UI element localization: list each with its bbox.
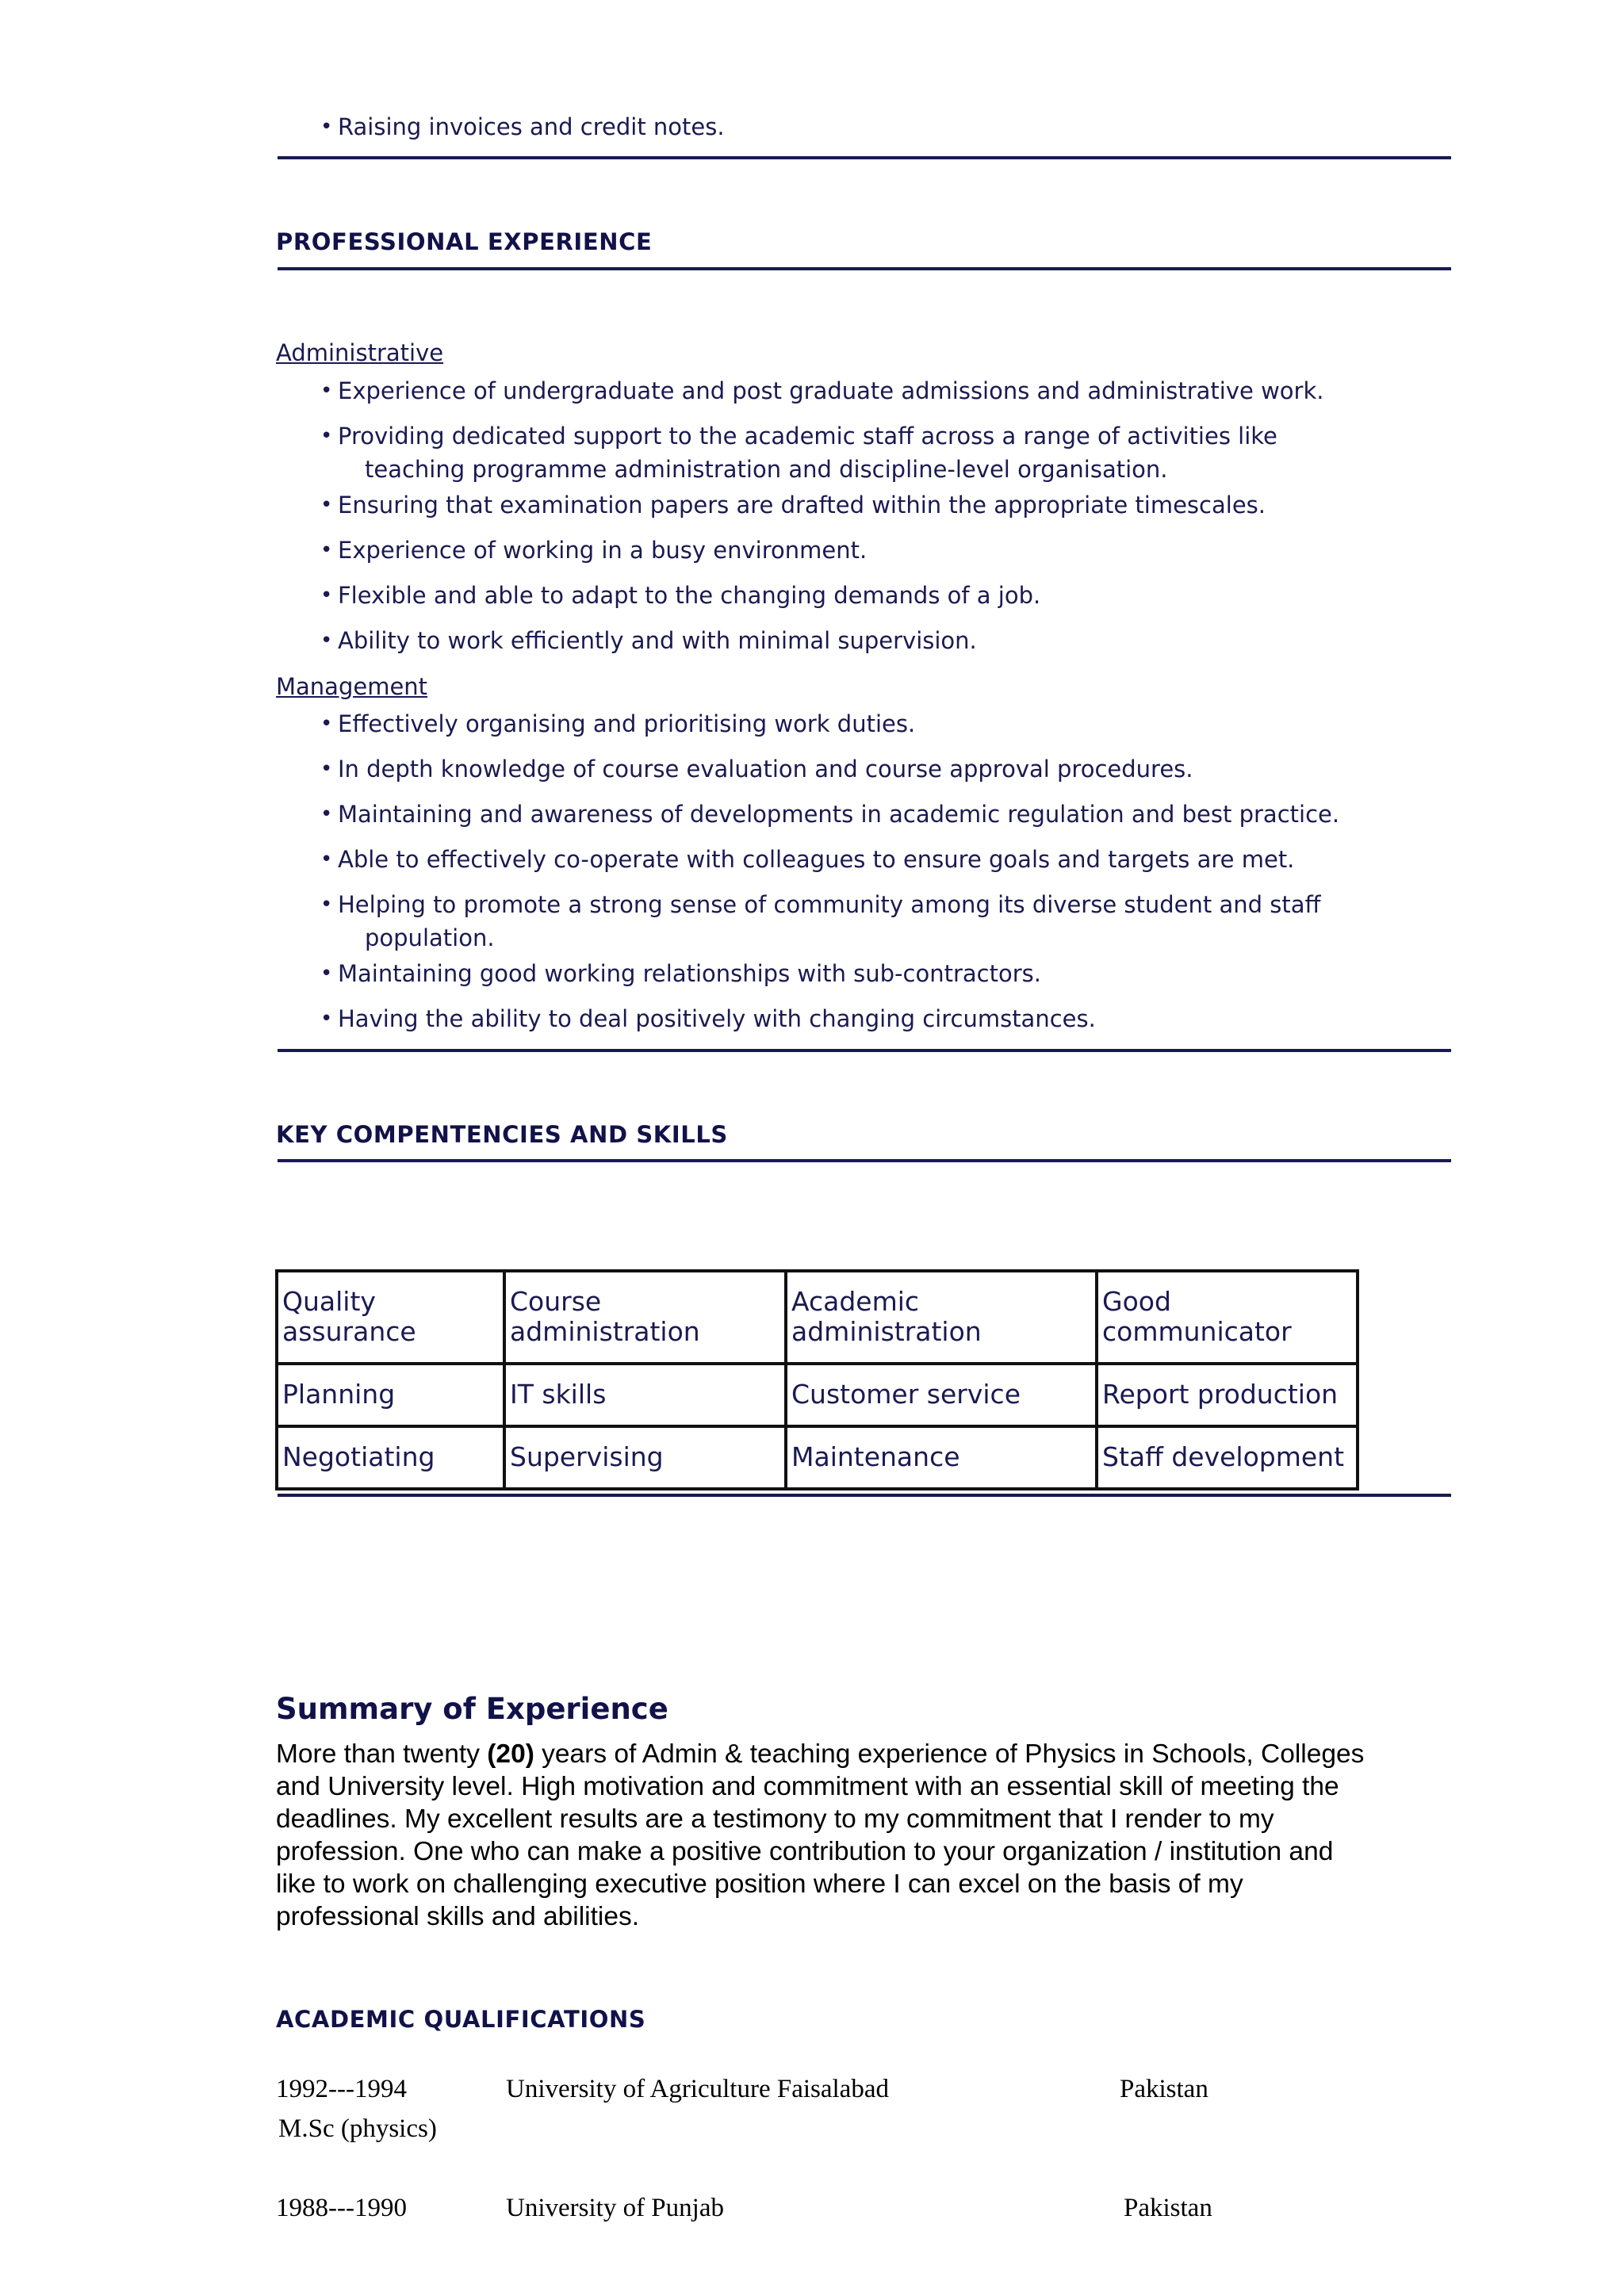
skill-cell: Academic administration xyxy=(786,1271,1097,1364)
qualification-years: 1988---1990 xyxy=(276,2194,407,2222)
skill-cell: Quality assurance xyxy=(277,1271,504,1364)
section-divider xyxy=(278,156,1451,159)
bullet-icon: • xyxy=(320,115,333,139)
bullet-icon: • xyxy=(320,493,333,517)
bullet-icon: • xyxy=(320,1007,333,1031)
list-item: • Providing dedicated support to the academic staff across a range of activities like teaching programme administration and discipline-level organisation. xyxy=(320,419,1431,486)
subheading-management: Management xyxy=(276,673,428,700)
skill-cell: Report production xyxy=(1097,1364,1358,1426)
list-item: • In depth knowledge of course evaluation and course approval procedures. xyxy=(320,752,1431,786)
section-heading-academic: ACADEMIC QUALIFICATIONS xyxy=(276,2006,646,2033)
bullet-icon: • xyxy=(320,629,333,652)
table-row xyxy=(277,1426,1358,1489)
list-item: • Effectively organising and prioritising work duties. xyxy=(320,707,1431,740)
list-item: • Maintaining good working relationships with sub-contractors. xyxy=(320,957,1431,990)
section-divider xyxy=(278,1494,1451,1497)
section-heading-skills: KEY COMPENTENCIES AND SKILLS xyxy=(276,1121,728,1148)
table-row xyxy=(277,1271,1358,1364)
skill-cell: Maintenance xyxy=(786,1426,1097,1489)
list-item: • Having the ability to deal positively with changing circumstances. xyxy=(320,1002,1431,1035)
bullet-icon: • xyxy=(320,757,333,781)
qualification-years: 1992---1994 xyxy=(276,2075,407,2103)
qualification-country: Pakistan xyxy=(1124,2194,1212,2222)
qualification-country: Pakistan xyxy=(1120,2075,1208,2103)
list-item: • Ensuring that examination papers are drafted within the appropriate timescales. xyxy=(320,488,1431,522)
qualification-institution: University of Agriculture Faisalabad xyxy=(506,2075,889,2103)
summary-title: Summary of Experience xyxy=(276,1692,668,1726)
skills-table xyxy=(275,1269,1359,1490)
skill-cell: Good communicator xyxy=(1097,1271,1358,1364)
bullet-icon: • xyxy=(320,712,333,736)
subheading-administrative: Administrative xyxy=(276,339,444,366)
qualification-institution: University of Punjab xyxy=(506,2194,724,2222)
bullet-icon: • xyxy=(320,848,333,871)
list-item: • Flexible and able to adapt to the changing demands of a job. xyxy=(320,579,1431,612)
bullet-icon: • xyxy=(320,962,333,985)
bullet-icon: • xyxy=(320,893,333,916)
bullet-icon: • xyxy=(320,802,333,826)
section-divider xyxy=(278,267,1451,270)
skill-cell: Planning xyxy=(277,1364,504,1426)
skill-cell: IT skills xyxy=(504,1364,786,1426)
skill-cell: Staff development xyxy=(1097,1426,1358,1489)
list-item: • Maintaining and awareness of developments in academic regulation and best practice. xyxy=(320,798,1431,831)
table-row xyxy=(277,1364,1358,1426)
skill-cell: Course administration xyxy=(504,1271,786,1364)
skill-cell: Negotiating xyxy=(277,1426,504,1489)
list-item: • Helping to promote a strong sense of community among its diverse student and staff population. xyxy=(320,888,1431,955)
section-heading-professional-experience: PROFESSIONAL EXPERIENCE xyxy=(276,228,653,255)
bullet-icon: • xyxy=(320,538,333,562)
section-divider xyxy=(278,1049,1451,1052)
section-divider xyxy=(278,1159,1451,1162)
list-item: • Ability to work efficiently and with minimal supervision. xyxy=(320,624,1431,657)
bullet-icon: • xyxy=(320,584,333,607)
list-item: • Experience of undergraduate and post graduate admissions and administrative work. xyxy=(320,374,1431,408)
summary-body: More than twenty (20) years of Admin & teaching experience of Physics in Schools, Colleges and University level. High motivation and commitment with an essential skill of meeting the deadlines. My excellent results are a testimony to my commitment that I render to my profession. One who can make a positive contribution to your organization / institution and like to work on challenging executive position where I can excel on the basis of my professional skills and abilities. xyxy=(276,1739,1365,1931)
bullet-icon: • xyxy=(320,424,333,448)
bullet-icon: • xyxy=(320,379,333,403)
qualification-degree: M.Sc (physics) xyxy=(278,2114,437,2143)
list-item: • Raising invoices and credit notes. xyxy=(320,110,1431,144)
list-item: • Able to effectively co-operate with colleagues to ensure goals and targets are met. xyxy=(320,843,1431,876)
skill-cell: Supervising xyxy=(504,1426,786,1489)
list-item: • Experience of working in a busy environment. xyxy=(320,534,1431,567)
skill-cell: Customer service xyxy=(786,1364,1097,1426)
